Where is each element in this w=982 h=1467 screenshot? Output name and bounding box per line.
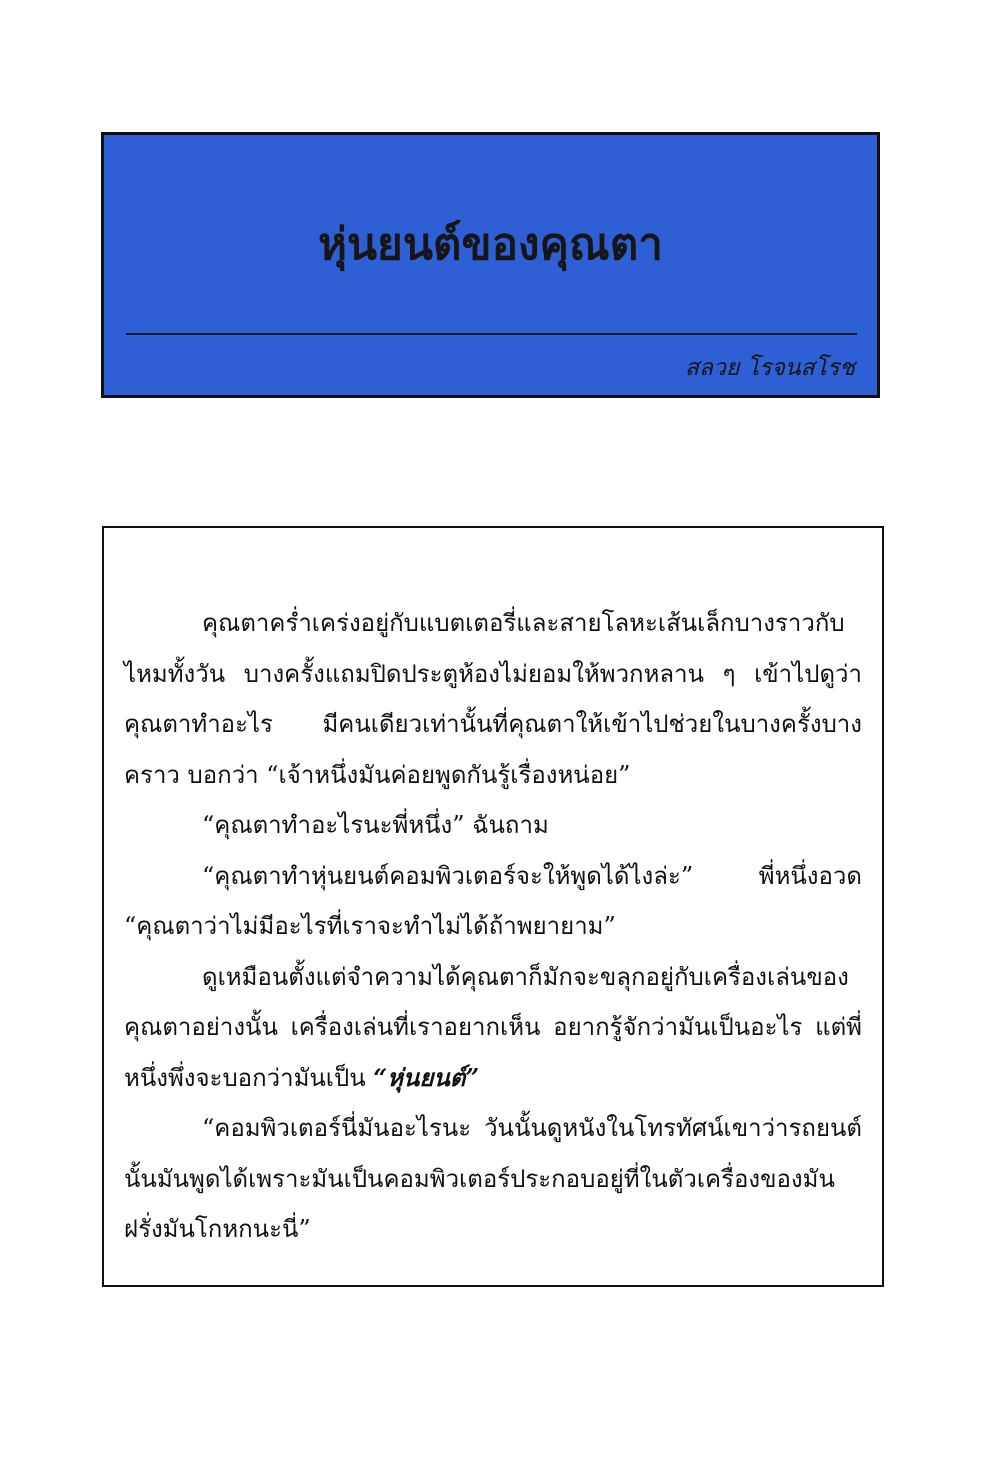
paragraph-1: คุณตาคร่ำเคร่งอยู่กับแบตเตอรี่และสายโลหะเส้นเล็กบางราวกับไหมทั้งวัน บางครั้งแถมปิดประตูห้องไม่ยอมให้พวกหลาน ๆ เข้าไปดูว่าคุณตาทำอะไร มีคนเดียวเท่านั้นที่คุณตาให้เข้าไปช่วยในบางครั้งบางคราว บอกว่า “เจ้าหนึ่งมันค่อยพูดกันรู้เรื่องหน่อย”	[124, 609, 862, 789]
paragraph-4-text: ดูเหมือนตั้งแต่จำความได้คุณตาก็มักจะขลุกอยู่กับเครื่องเล่นของคุณตาอย่างนั้น เครื่องเล่นที่เราอยากเห็น อยากรู้จักว่ามันเป็นอะไร แต่พี่หนึ่งพึ่งจะบอกว่ามันเป็น	[124, 962, 862, 1092]
paragraph-2: “คุณตาทำอะไรนะพี่หนึ่ง” ฉันถาม	[202, 811, 549, 839]
story-text	[124, 598, 862, 1255]
story-box	[102, 526, 884, 1287]
title-divider	[126, 333, 857, 335]
title-banner	[101, 132, 880, 398]
story-title: หุ่นยนต์ของคุณตา	[317, 219, 664, 270]
paragraph-3: “คุณตาทำหุ่นยนต์คอมพิวเตอร์จะให้พูดได้ไงล่ะ” พี่หนึ่งอวด “คุณตาว่าไม่มีอะไรที่เราจะทำไม่ได้ถ้าพยายาม”	[124, 861, 862, 940]
paragraph-4	[124, 952, 862, 1104]
author-name: สลวย โรจนสโรช	[684, 355, 855, 381]
paragraph-5: “คอมพิวเตอร์นี่มันอะไรนะ วันนั้นดูหนังในโทรทัศน์เขาว่ารถยนต์นั้นมันพูดได้เพราะมันเป็นคอมพิวเตอร์ประกอบอยู่ที่ในตัวเครื่องของมัน ฝรั่งมันโกหกนะนี่”	[124, 1114, 862, 1243]
paragraph-4-emphasis: “หุ่นยนต์”	[373, 1062, 480, 1092]
